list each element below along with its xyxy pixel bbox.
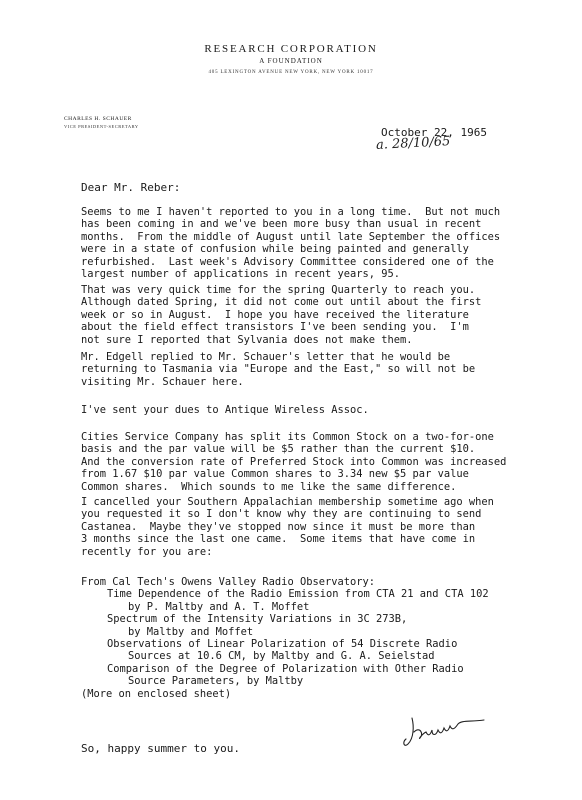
- answered-note: a. 28/10/65: [375, 134, 451, 153]
- list-item: Time Dependence of the Radio Emission from CTA 21 and CTA 102: [107, 588, 489, 601]
- paragraph: Cities Service Company has split its Common Stock on a two-for-one basis and the par value will be $5 rather than the current $10. And the conversion rate of Preferred Stock into Common was increased from 1.67 $10 par value Common shares to 3.34 new $5 par value Common shares. Which sounds to me like the same difference.: [81, 431, 507, 493]
- paragraph: I've sent your dues to Antique Wireless Assoc.: [81, 404, 369, 416]
- list-item: by Maltby and Moffet: [128, 625, 254, 638]
- list-item: Comparison of the Degree of Polarization with Other Radio: [107, 662, 464, 675]
- letterhead-organization: RESEARCH CORPORATION: [204, 43, 378, 55]
- items-list-heading: From Cal Tech's Owens Valley Radio Observatory:: [81, 576, 376, 588]
- handwritten-signature: [400, 712, 490, 752]
- list-item: Observations of Linear Polarization of 54 Discrete Radio: [107, 638, 458, 651]
- items-list-footer: (More on enclosed sheet): [81, 687, 232, 700]
- list-item: by P. Maltby and A. T. Moffet: [128, 600, 310, 613]
- salutation: Dear Mr. Reber:: [81, 181, 181, 194]
- list-item: Source Parameters, by Maltby: [128, 675, 304, 688]
- paragraph: I cancelled your Southern Appalachian membership sometime ago when you requested it so I don't know why they are continuing to send Castanea. Maybe they've stopped now since it must be more than 3 months since the last one came. Some items that have come in recently for you are:: [81, 496, 494, 558]
- paragraph: Mr. Edgell replied to Mr. Schauer's letter that he would be returning to Tasmania via "Europe and the East," so will not be visiting Mr. Schauer here.: [81, 351, 476, 388]
- closing-line: So, happy summer to you.: [81, 742, 240, 755]
- list-item: Sources at 10.6 CM, by Maltby and G. A. Seielstad: [128, 650, 435, 663]
- letterhead-address: 405 LEXINGTON AVENUE NEW YORK, NEW YORK 10017: [208, 70, 374, 75]
- letterhead-subtitle: A FOUNDATION: [259, 57, 323, 65]
- paragraph: Seems to me I haven't reported to you in a long time. But not much has been coming in and we've been more busy than usual in recent months. From the middle of August until late September the offices were in a state of confusion while being painted and generally refurbished. Last week's Advisory Committee considered one of the largest number of applications in recent years, 95.: [81, 206, 501, 281]
- items-list: [81, 576, 561, 700]
- paragraph: That was very quick time for the spring Quarterly to reach you. Although dated Spring, it did not come out until about the first week or so in August. I hope you have received the literature about the field effect transistors I've been sending you. I'm not sure I reported that Sylvania does not make them.: [81, 284, 482, 346]
- letter-date: October 22, 1965: [381, 126, 487, 139]
- sender-title: VICE PRESIDENT-SECRETARY: [64, 124, 139, 129]
- sender-name: CHARLES H. SCHAUER: [64, 116, 132, 122]
- list-item: Spectrum of the Intensity Variations in 3C 273B,: [107, 613, 408, 626]
